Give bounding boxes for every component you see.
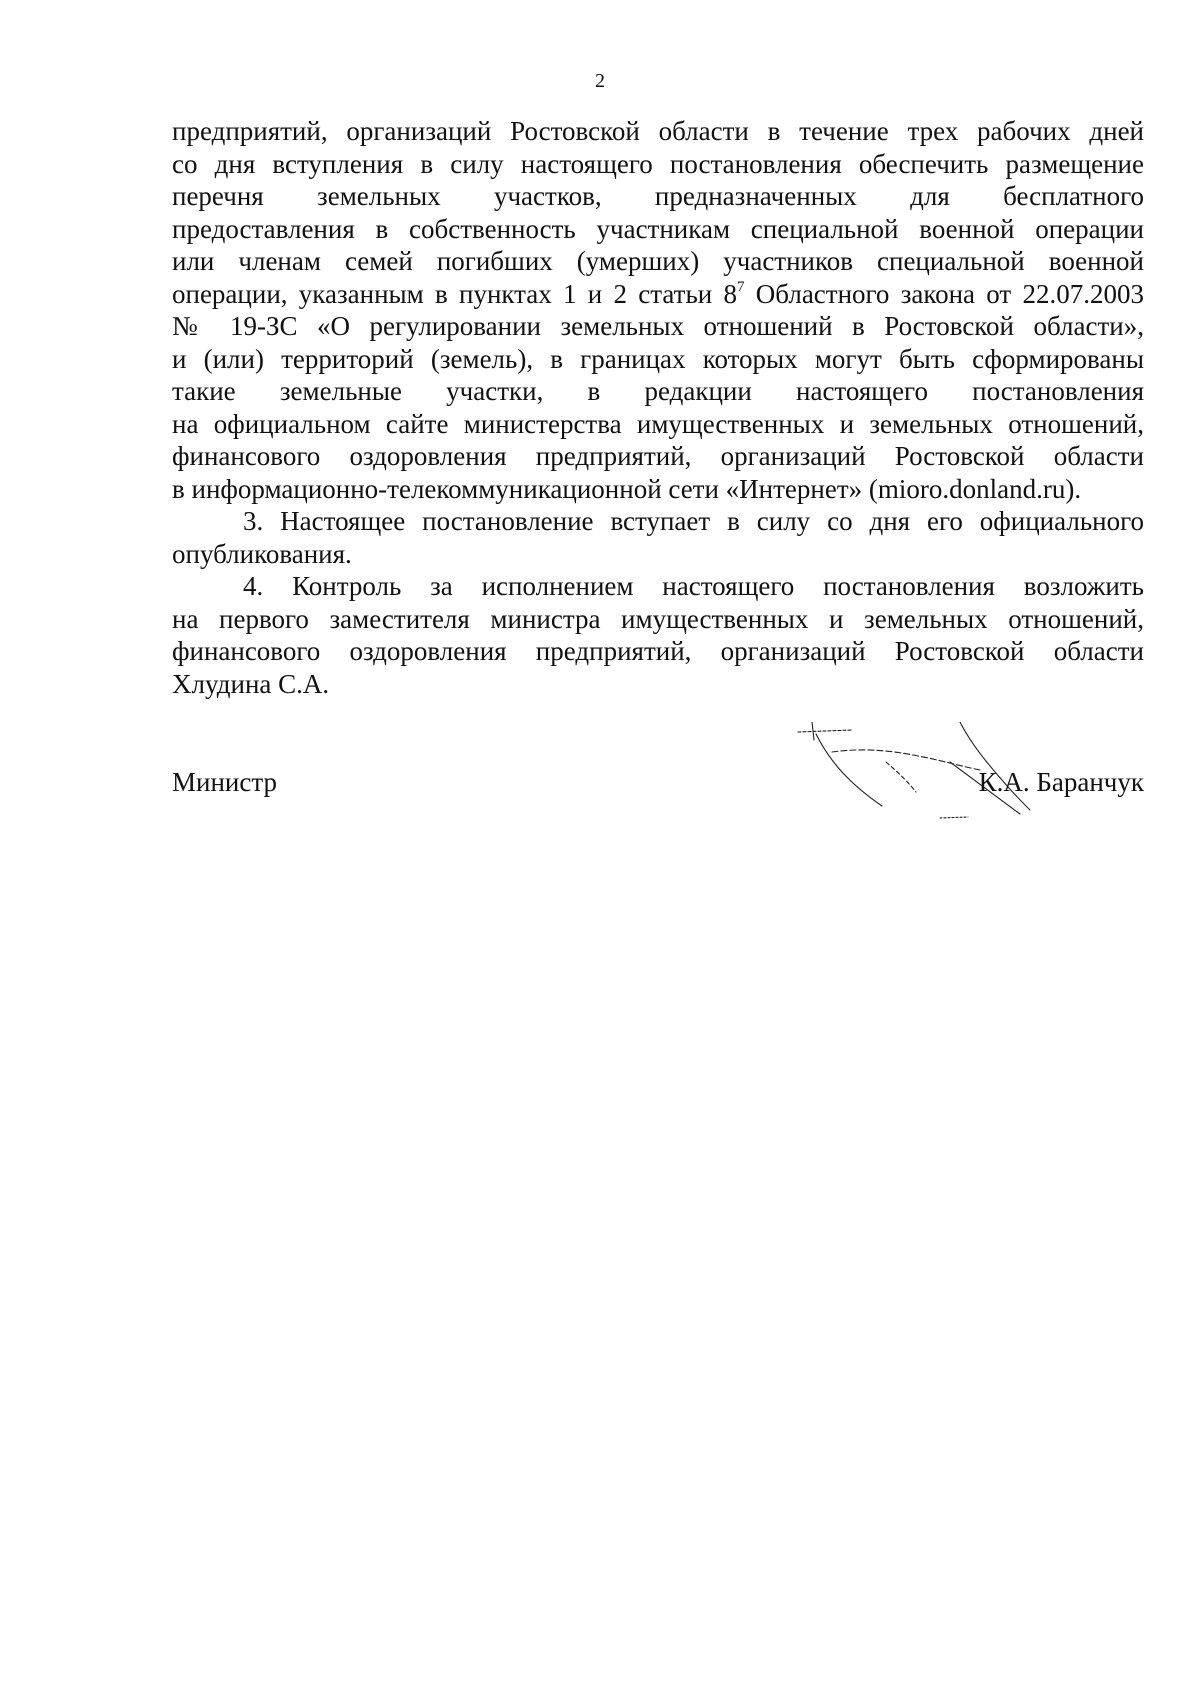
text-line: № 19-ЗС «О регулировании земельных отношений в Ростовской области»,: [172, 311, 1144, 341]
text-line: перечня земельных участков, предназначенных для бесплатного: [172, 181, 1144, 211]
item-4-line: Хлудина С.А.: [172, 668, 330, 699]
signature-stroke: [798, 730, 852, 732]
item-4-line: финансового оздоровления предприятий, организаций Ростовской области: [172, 636, 1144, 666]
item-3-line: опубликования.: [172, 538, 352, 569]
signature-stroke: [832, 750, 980, 770]
superscript: 7: [737, 278, 745, 295]
item-3-line: 3. Настоящее постановление вступает в силу со дня его официального: [243, 506, 1144, 536]
text-line: со дня вступления в силу настоящего постановления обеспечить размещение: [172, 148, 1144, 179]
signature-stroke: [940, 817, 968, 818]
signature-stroke: [816, 734, 882, 806]
text-line: на официальном сайте министерства имущественных и земельных отношений,: [172, 408, 1144, 439]
text-line: предприятий, организаций Ростовской области в течение трех рабочих дней: [172, 116, 1144, 146]
item-4-line: 4. Контроль за исполнением настоящего постановления возложить: [243, 571, 1144, 601]
signature-stroke: [886, 762, 916, 792]
text-segment: Областного закона от 22.07.2003: [744, 278, 1144, 309]
text-line: такие земельные участки, в редакции настоящего постановления: [172, 376, 1144, 406]
page-number: 2: [595, 70, 605, 92]
text-line-with-superscript: [172, 278, 1144, 311]
text-segment: операции, указанным в пунктах 1 и 2 статьи 8: [172, 278, 738, 309]
signatory-title: Министр: [172, 767, 277, 797]
text-line: или членам семей погибших (умерших) участников специальной военной: [172, 246, 1144, 276]
item-4-line: на первого заместителя министра имущественных и земельных отношений,: [172, 603, 1144, 634]
text-line: финансового оздоровления предприятий, организаций Ростовской области: [172, 441, 1144, 471]
text-line: в информационно-телекоммуникационной сети «Интернет» (mioro.donland.ru).: [172, 473, 1082, 504]
document-body: [172, 115, 1144, 700]
text-line: и (или) территорий (земель), в границах которых могут быть сформированы: [172, 343, 1144, 374]
signatory-name: К.А. Баранчук: [978, 767, 1144, 797]
text-line: предоставления в собственность участникам специальной военной операции: [172, 213, 1144, 244]
